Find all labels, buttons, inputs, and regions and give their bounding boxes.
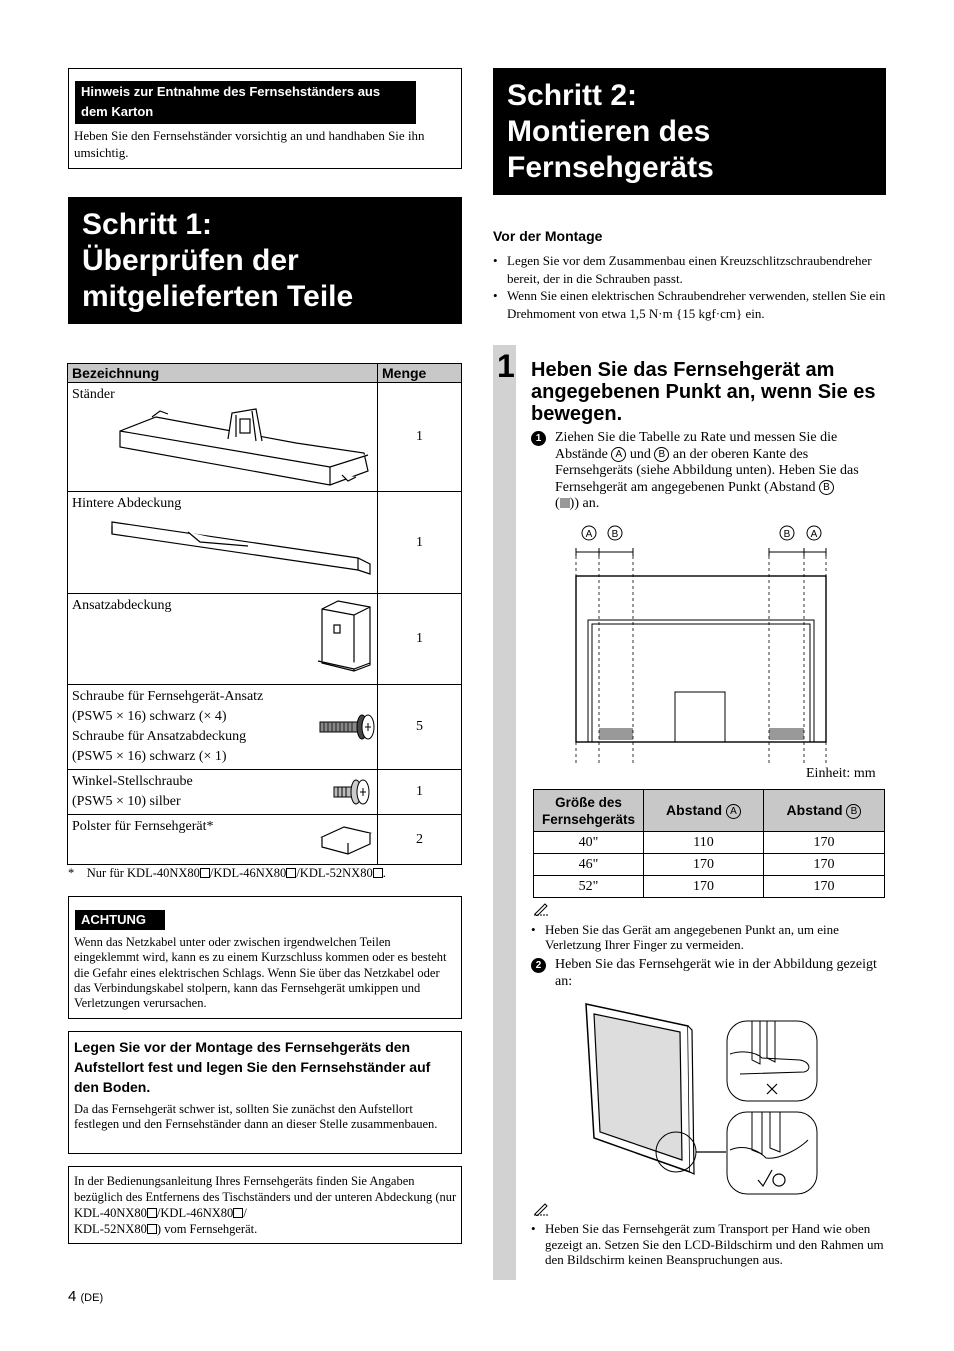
- tv-measurement-diagram: [566, 522, 832, 768]
- cushion-icon: [320, 823, 372, 857]
- gray-square-icon: [560, 498, 570, 508]
- dist-b: 170: [764, 832, 885, 854]
- dist-header-b: [764, 790, 885, 832]
- square-icon: [200, 868, 210, 878]
- list-item: • Heben Sie das Gerät am angegebenen Punkt an, um eine Verletzung Ihrer Finger zu vermeiden.: [531, 922, 889, 952]
- legen-text: Da das Fernsehgerät schwer ist, sollten Sie zunächst den Aufstellort festlegen und den Fernsehständer dann an dieser Stelle zusammenbauen.: [74, 1102, 438, 1132]
- dist-b: 170: [764, 876, 885, 898]
- part-qty: 1: [378, 770, 462, 815]
- dist-b: 170: [764, 854, 885, 876]
- dist-size: 46": [534, 854, 644, 876]
- dist-a: 110: [644, 832, 764, 854]
- label-b-icon: B: [783, 529, 791, 540]
- neck-cover-icon: [314, 599, 374, 673]
- label-a-icon: A: [810, 529, 818, 540]
- footnote-text-a: Nur für KDL-40NX80: [86, 866, 200, 880]
- hinweis-box: [68, 68, 462, 169]
- vor-montage-list: [493, 252, 888, 322]
- schritt2-line2: Montieren des: [507, 115, 711, 148]
- label-b-icon: B: [846, 804, 861, 819]
- schritt1-line2: Überprüfen der: [82, 244, 299, 277]
- substep-1-number: 1: [531, 431, 546, 446]
- substep-1: [531, 430, 889, 513]
- substep-1-text-b: und: [629, 446, 651, 462]
- list-item: • Heben Sie das Fernsehgerät zum Transport per Hand wie oben gezeigt an. Setzen Sie den LCD-Bildschirm und den Rahmen um den Bildschirm keinen Beanspruchungen aus.: [531, 1221, 889, 1268]
- note1-list: [531, 922, 889, 952]
- label-b-icon: B: [819, 480, 834, 495]
- substep-2: [531, 957, 889, 990]
- bedienung-text: [74, 1173, 458, 1237]
- square-icon: [147, 1208, 157, 1218]
- bedienung-box: [68, 1166, 462, 1244]
- part-name: Hintere Abdeckung: [72, 496, 182, 511]
- part-name: Polster für Fernsehgerät*: [72, 819, 214, 834]
- dist-header-a: [644, 790, 764, 832]
- square-icon: [147, 1224, 157, 1234]
- part-name-line: Schraube für Fernsehgerät-Ansatz: [72, 689, 264, 704]
- note-pencil-icon: [533, 1202, 549, 1216]
- part-name: Ständer: [72, 387, 115, 402]
- schritt1-line1: Schritt 1:: [82, 208, 213, 241]
- parts-header-qty: Menge: [378, 364, 462, 383]
- list-item: • Wenn Sie einen elektrischen Schraubendreher verwenden, stellen Sie ein Drehmoment von etwa 1,5 N·m {15 kgf·cm} ein.: [493, 287, 888, 322]
- schritt2-line3: Fernsehgeräts: [507, 151, 714, 184]
- achtung-text: Wenn das Netzkabel unter oder zwischen irgendwelchen Teilen eingeklemmt wird, kann es zu einem Kurzschluss kommen oder es besteht die Gefahr eines elektrischen Schlags. Wenn Sie über das Netzkabel oder das Verbindungskabel stolpern, kann das Fernsehgerät umkippen und Verletzungen verursachen.: [74, 935, 447, 1011]
- square-icon: [286, 868, 296, 878]
- step-title: Heben Sie das Fernsehgerät am angegebenen Punkt an, wenn Sie es bewegen.: [531, 359, 876, 425]
- table-row: [534, 832, 885, 854]
- unit-label: Einheit: mm: [806, 766, 876, 781]
- substep-1-text-d: (: [555, 496, 560, 511]
- substep-2-number: 2: [531, 958, 546, 973]
- bedienung-text-a: In der Bedienungsanleitung Ihres Fernsehgeräts finden Sie Angaben bezüglich des Entfernens des Tischständers und der unteren Abdeckung (nur KDL-40NX80: [74, 1174, 457, 1220]
- dist-header-size: [534, 790, 644, 832]
- dist-a: 170: [644, 854, 764, 876]
- schritt2-line1: Schritt 2:: [507, 79, 638, 112]
- part-name-line: (PSW5 × 16) schwarz (× 1): [72, 749, 227, 764]
- footnote-text-d: .: [382, 866, 386, 880]
- square-icon: [233, 1208, 243, 1218]
- schritt1-line3: mitgelieferten Teile: [82, 280, 354, 313]
- part-qty: 1: [378, 383, 462, 492]
- bedienung-text-e: ) vom Fernsehgerät.: [156, 1222, 258, 1236]
- part-qty: 5: [378, 685, 462, 770]
- bedienung-text-d: KDL-52NX80: [74, 1222, 147, 1236]
- substep-1-text-a: Ziehen Sie die Tabelle zu Rate und messen Sie die Abstände: [555, 430, 838, 462]
- part-name: Ansatzabdeckung: [72, 598, 172, 613]
- hinweis-title: Hinweis zur Entnahme des Fernsehständers aus dem Karton: [75, 81, 416, 124]
- label-a-icon: A: [611, 447, 626, 462]
- dist-size: 52": [534, 876, 644, 898]
- schritt1-heading: [68, 197, 462, 324]
- part-name-line: Schraube für Ansatzabdeckung: [72, 729, 247, 744]
- dist-size: 40": [534, 832, 644, 854]
- label-a-icon: A: [585, 529, 593, 540]
- table-row: [534, 854, 885, 876]
- part-qty: 2: [378, 815, 462, 865]
- substep-1-text-c: an der oberen Kante des Fernsehgeräts (siehe Abbildung unten). Heben Sie das Fernsehgerät am angegebenen Punkt (Abstand: [555, 446, 859, 495]
- table-row: [68, 383, 462, 492]
- footnote-text-c: /KDL-52NX80: [296, 866, 373, 880]
- table-row: [68, 492, 462, 594]
- table-row: [68, 815, 462, 865]
- page-number: [68, 1288, 103, 1305]
- note2-list: [531, 1221, 889, 1268]
- footnote-mark: *: [68, 866, 75, 880]
- substep-2-text: Heben Sie das Fernsehgerät wie in der Abbildung gezeigt an:: [555, 957, 877, 989]
- hinweis-text: Heben Sie den Fernsehständer vorsichtig an und handhaben Sie ihn umsichtig.: [74, 128, 425, 160]
- tv-stand-icon: [116, 401, 376, 489]
- table-row: [68, 594, 462, 685]
- table-row: [534, 876, 885, 898]
- step-number: 1: [497, 348, 515, 384]
- bedienung-text-c: /: [243, 1206, 247, 1220]
- long-screw-icon: [318, 713, 376, 741]
- part-qty: 1: [378, 492, 462, 594]
- dist-a: 170: [644, 876, 764, 898]
- label-b-icon: B: [611, 529, 619, 540]
- dist-header-size-l2: Fernsehgeräts: [541, 811, 636, 827]
- achtung-box: [68, 896, 462, 1019]
- short-screw-icon: [332, 778, 372, 806]
- vor-montage-title: Vor der Montage: [493, 228, 603, 244]
- page-number-value: 4: [68, 1288, 77, 1305]
- label-b-icon: B: [654, 447, 669, 462]
- bedienung-text-b: /KDL-46NX80: [156, 1206, 234, 1220]
- part-name-line: Winkel-Stellschraube: [72, 774, 193, 789]
- footnote: [68, 866, 386, 881]
- label-a-icon: A: [726, 804, 741, 819]
- table-row: [68, 685, 462, 770]
- achtung-title: ACHTUNG: [75, 910, 165, 930]
- list-item: • Legen Sie vor dem Zusammenbau einen Kreuzschlitzschraubendreher bereit, der in die Schrauben passt.: [493, 252, 888, 287]
- part-qty: 1: [378, 594, 462, 685]
- page-lang: (DE): [80, 1292, 104, 1304]
- rear-cover-icon: [108, 514, 376, 582]
- distance-table: [533, 789, 885, 898]
- square-icon: [373, 868, 383, 878]
- dist-header-size-l1: Größe des: [555, 794, 622, 810]
- legen-title: Legen Sie vor der Montage des Fernsehgeräts den Aufstellort fest und legen Sie den Fernsehständer auf den Boden.: [74, 1039, 431, 1095]
- parts-table: [67, 363, 462, 865]
- part-name-line: (PSW5 × 10) silber: [72, 794, 181, 809]
- dist-header-a-text: Abstand: [666, 802, 723, 818]
- part-name-line: (PSW5 × 16) schwarz (× 4): [72, 709, 227, 724]
- footnote-text-b: /KDL-46NX80: [209, 866, 287, 880]
- dist-header-b-text: Abstand: [786, 802, 843, 818]
- schritt2-heading: [493, 68, 886, 195]
- step-side-bar: [493, 345, 516, 1280]
- legen-box: [68, 1031, 462, 1154]
- table-row: [68, 770, 462, 815]
- substep-1-text-e: )) an.: [569, 496, 600, 511]
- parts-header-name: Bezeichnung: [68, 364, 378, 383]
- tv-lifting-illustration: [580, 1000, 824, 1200]
- note-pencil-icon: [533, 902, 549, 916]
